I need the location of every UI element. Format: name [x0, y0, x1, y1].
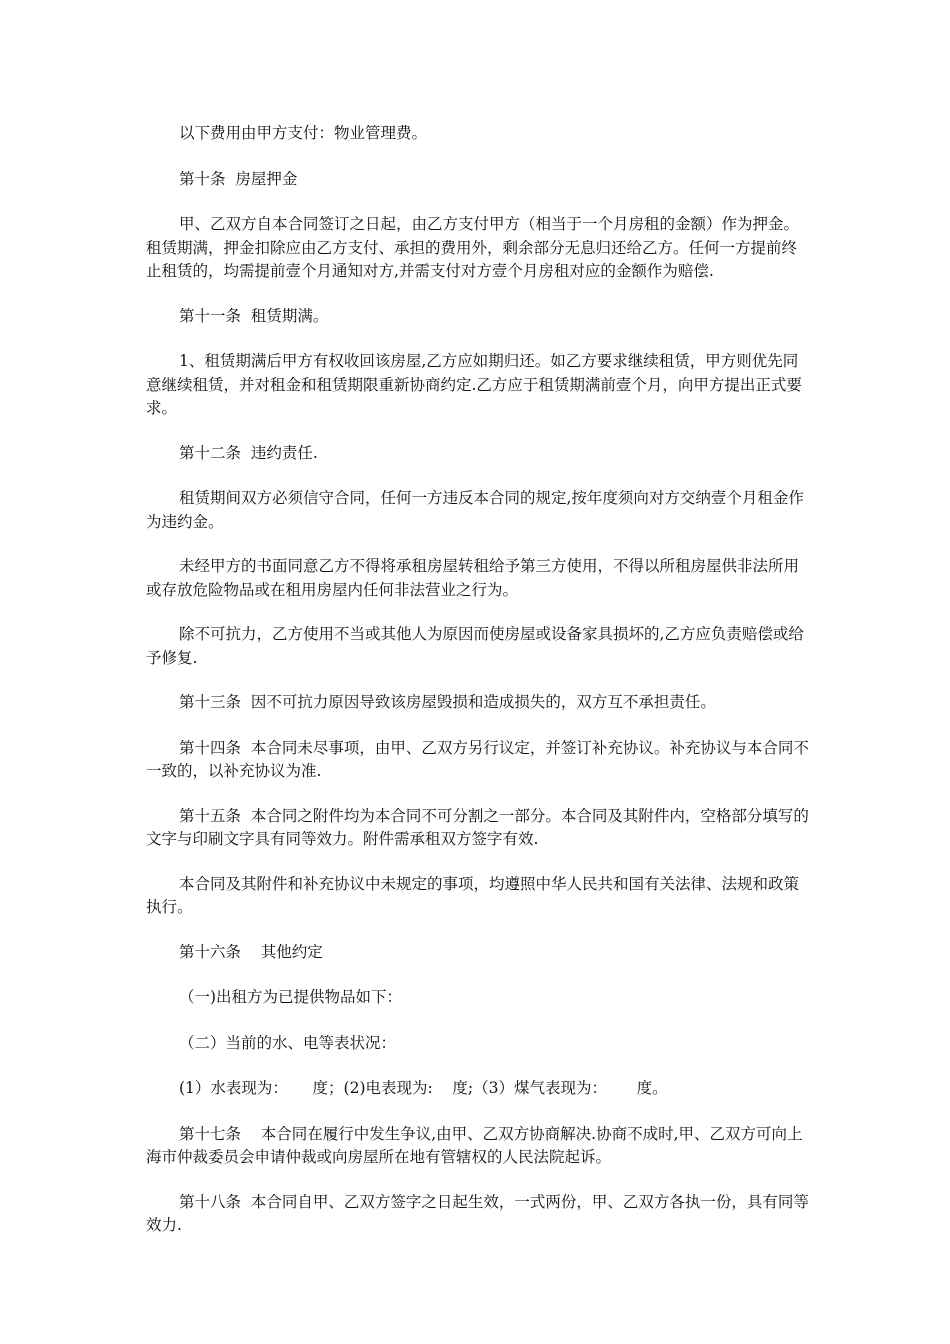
paragraph-damage-liability: 除不可抗力，乙方使用不当或其他人为原因而使房屋或设备家具损坏的,乙方应负责赔偿或给予修复.	[146, 625, 804, 667]
heading-article-16: 第十六条 其他约定	[179, 942, 323, 961]
paragraph-sublet-prohibition: 未经甲方的书面同意乙方不得将承租房屋转租给予第三方使用，不得以所租房屋供非法所用或存放危险物品或在租用房屋内任何非法营业之行为。	[146, 557, 800, 599]
paragraph-applicable-law: 本合同及其附件和补充协议中未规定的事项，均遵照中华人民共和国有关法律、法规和政策执行。	[146, 874, 800, 916]
paragraph-article-13: 第十三条 因不可抗力原因导致该房屋毁损和造成损失的，双方互不承担责任。	[179, 693, 716, 711]
paragraph-article-18: 第十八条 本合同自甲、乙双方签字之日起生效，一式两份，甲、乙双方各执一份，具有同等效力.	[146, 1192, 809, 1234]
paragraph-provided-items: （一)出租方为已提供物品如下：	[179, 988, 403, 1006]
document-body	[146, 122, 812, 1259]
paragraph-article-17: 第十七条 本合同在履行中发生争议,由甲、乙双方协商解决.协商不成时,甲、乙双方可向上海市仲裁委员会申请仲裁或向房屋所在地有管辖权的人民法院起诉。	[146, 1124, 803, 1166]
heading-article-12: 第十二条 违约责任.	[179, 443, 318, 462]
paragraph-meter-readings: (1）水表现为： 度；(2)电表现为: 度;（3）煤气表现为： 度。	[179, 1079, 668, 1097]
paragraph-meter-status: （二）当前的水、电等表状况：	[179, 1033, 397, 1052]
paragraph-article-14: 第十四条 本合同未尽事项，由甲、乙双方另行议定，并签订补充协议。补充协议与本合同不一致的，以补充协议为准.	[146, 738, 809, 780]
paragraph-breach-penalty: 租赁期间双方必须信守合同，任何一方违反本合同的规定,按年度须向对方交纳壹个月租金作为违约金。	[146, 489, 804, 531]
paragraph-article-15: 第十五条 本合同之附件均为本合同不可分割之一部分。本合同及其附件内，空格部分填写的文字与印刷文字具有同等效力。附件需承租双方签字有效.	[146, 806, 809, 848]
heading-article-10: 第十条 房屋押金	[179, 169, 298, 188]
paragraph-fees: 以下费用由甲方支付：物业管理费。	[179, 124, 428, 142]
heading-article-11: 第十一条 租赁期满。	[179, 306, 329, 325]
paragraph-lease-expiry: 1、租赁期满后甲方有权收回该房屋,乙方应如期归还。如乙方要求继续租赁，甲方则优先同意继续租赁，并对租金和租赁期限重新协商约定.乙方应于租赁期满前壹个月，向甲方提出正式要求。	[146, 352, 802, 417]
paragraph-deposit: 甲、乙双方自本合同签订之日起，由乙方支付甲方（相当于一个月房租的金额）作为押金。租赁期满，押金扣除应由乙方支付、承担的费用外，剩余部分无息归还给乙方。任何一方提前终止租赁的，均需提前壹个月通知对方,并需支付对方壹个月房租对应的金额作为赔偿.	[146, 215, 800, 280]
